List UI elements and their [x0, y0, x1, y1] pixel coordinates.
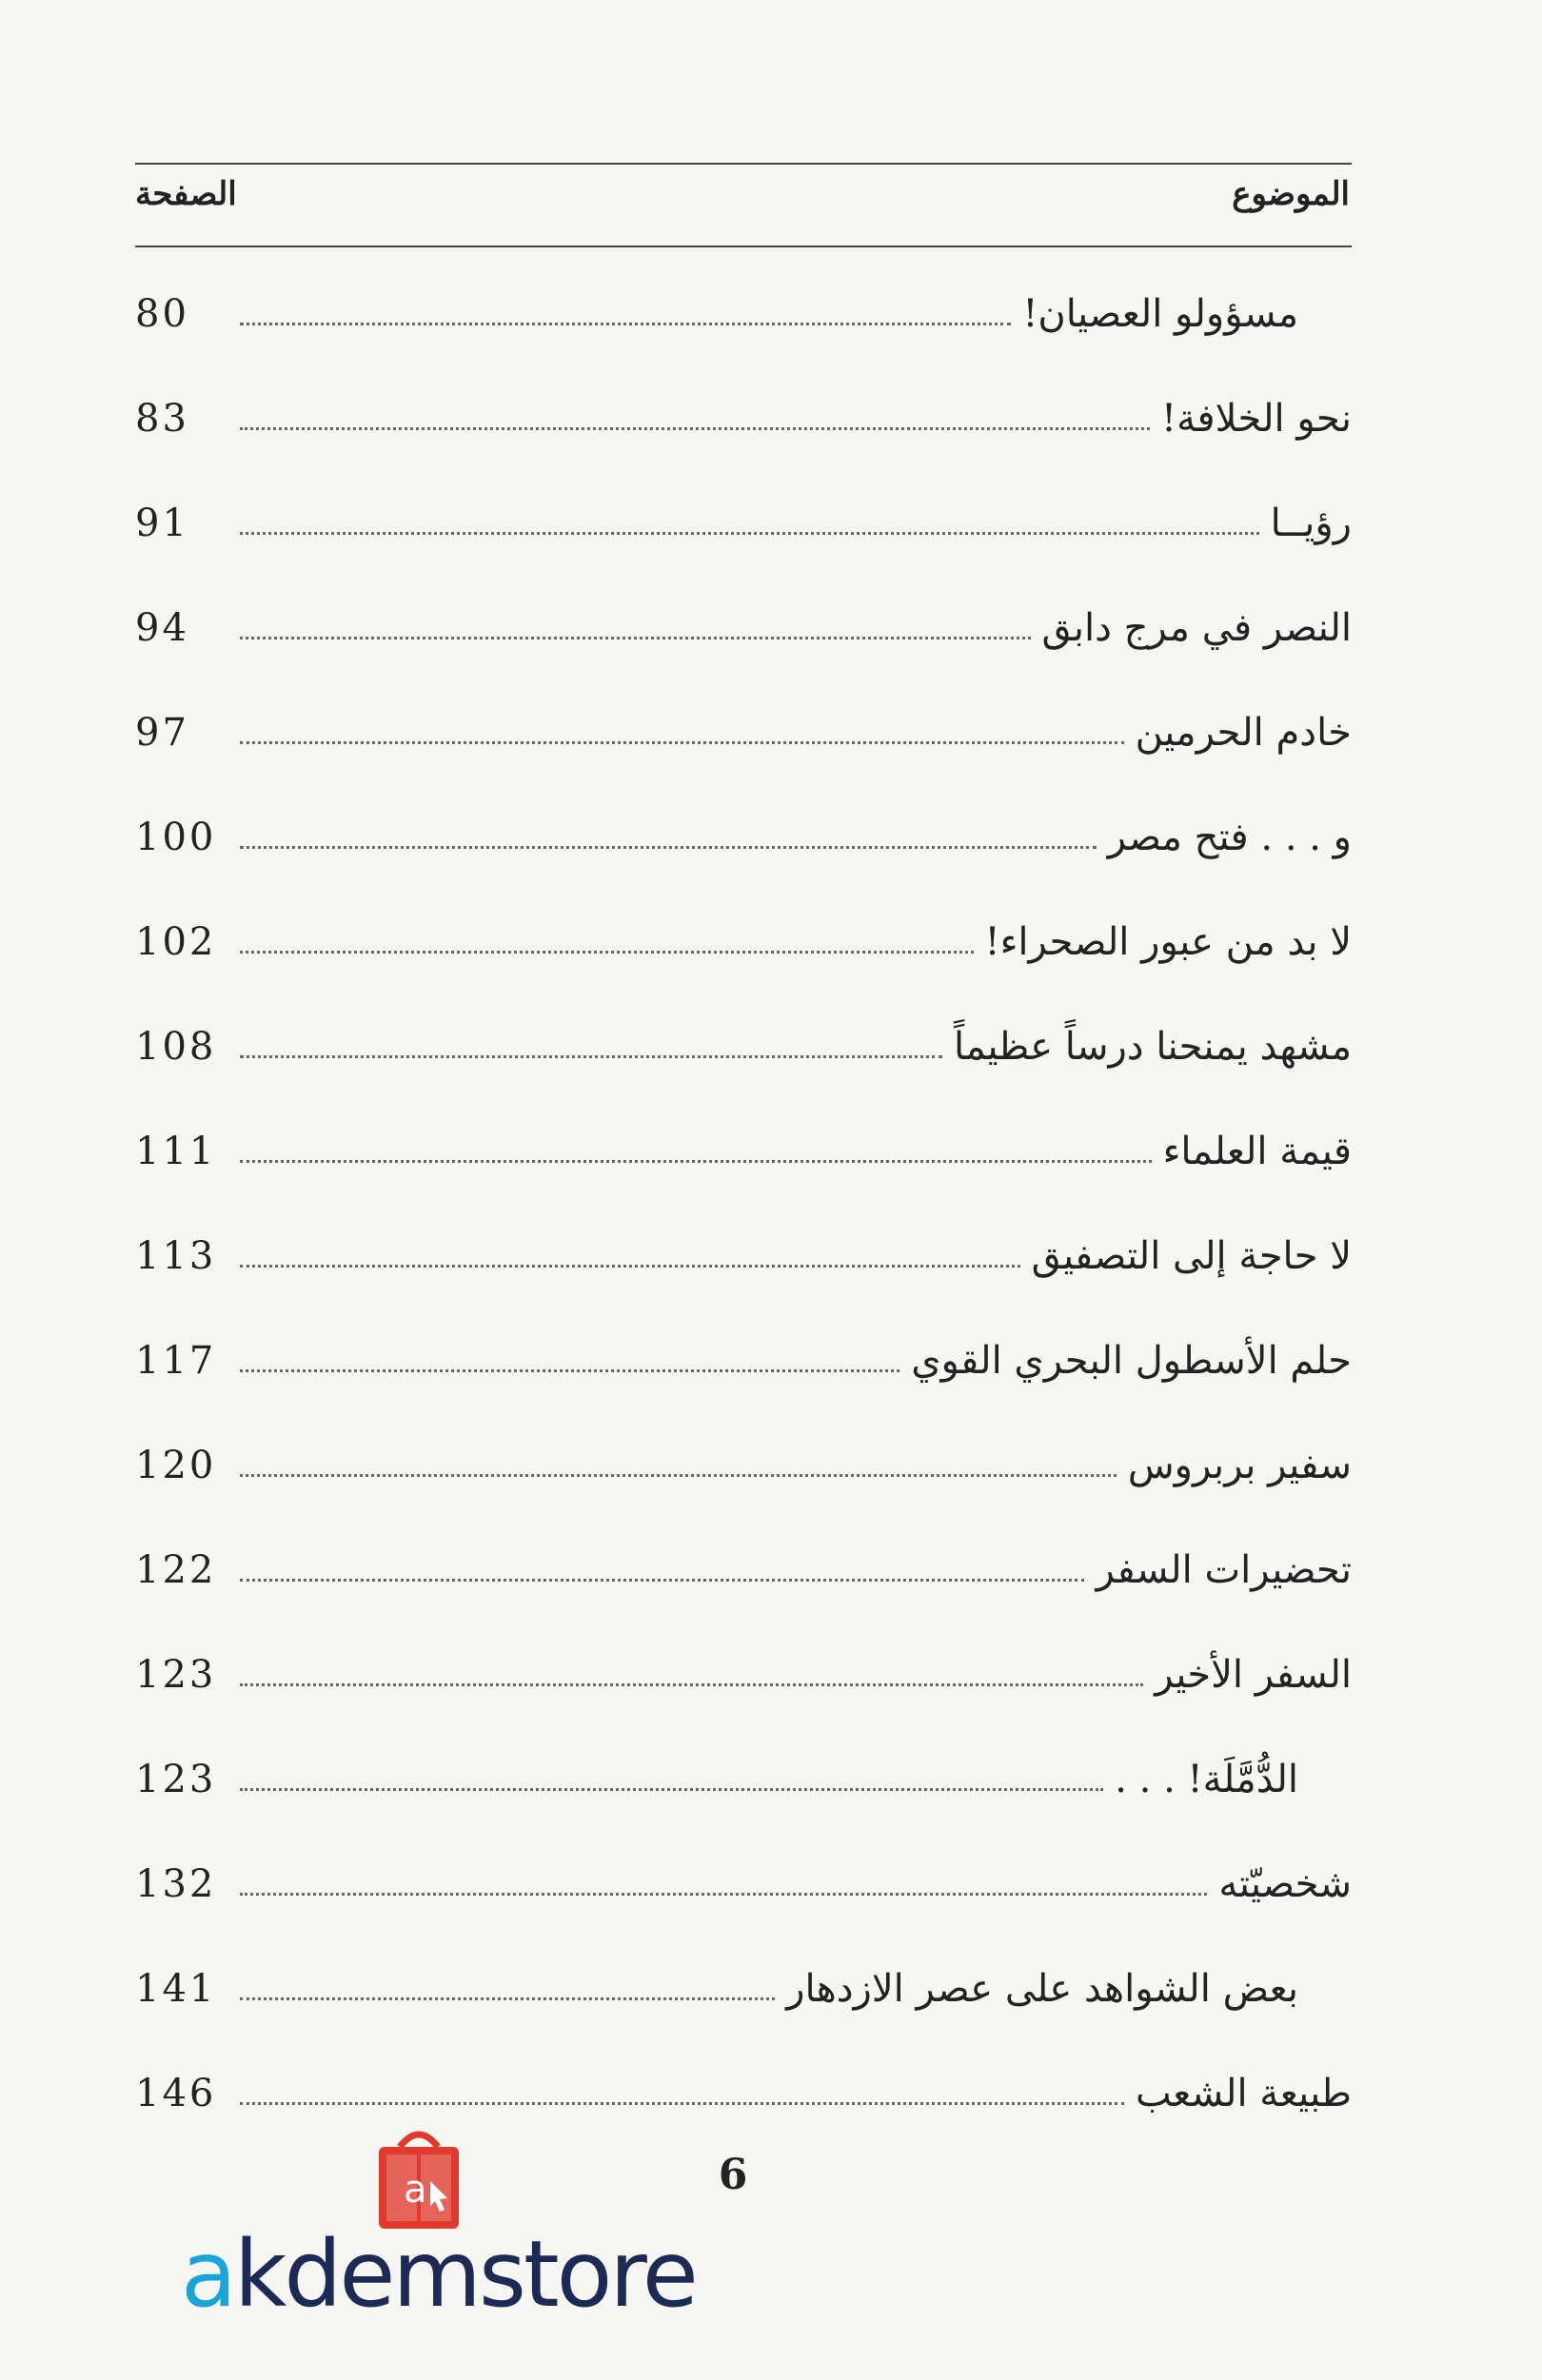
dot-leader — [240, 637, 1031, 639]
toc-entry-page: 108 — [135, 1025, 217, 1069]
toc-entry-page: 83 — [135, 397, 189, 441]
toc-entry-title: لا حاجة إلى التصفيق — [1031, 1234, 1352, 1278]
toc-entry-page: 132 — [135, 1862, 217, 1906]
dot-leader — [240, 1579, 1084, 1582]
page-column-header: الصفحة — [135, 175, 237, 213]
dot-leader — [240, 323, 1011, 325]
toc-entry — [135, 2055, 1352, 2132]
dot-leader — [240, 2102, 1124, 2105]
dot-leader — [240, 846, 1097, 849]
store-name — [181, 2221, 696, 2328]
toc-entry-page: 97 — [135, 711, 189, 755]
dot-leader — [240, 1997, 775, 2000]
toc-entry-title: رؤيــا — [1270, 502, 1352, 545]
toc-entry — [135, 590, 1352, 666]
toc-entry-title: السفر الأخير — [1155, 1653, 1352, 1697]
toc-entry-title: قيمة العلماء — [1162, 1130, 1352, 1173]
store-name-first-letter: a — [181, 2221, 234, 2328]
toc-entry-page: 117 — [135, 1339, 217, 1383]
dot-leader — [240, 1369, 900, 1372]
toc-entry-page: 123 — [135, 1653, 217, 1697]
toc-entry-title: النصر في مرج دابق — [1041, 606, 1352, 650]
logo-icon-letter: a — [404, 2168, 427, 2212]
toc-entry — [135, 276, 1352, 352]
toc-entry — [135, 1009, 1352, 1085]
dot-leader — [240, 741, 1124, 744]
dot-leader — [240, 951, 974, 954]
toc-entry — [135, 1323, 1352, 1399]
toc-entry-title: نحو الخلافة! — [1161, 397, 1352, 441]
toc-entry-page: 122 — [135, 1548, 217, 1592]
dot-leader — [240, 1893, 1207, 1896]
toc-entry-title: شخصيّته — [1218, 1862, 1352, 1906]
dot-leader — [240, 1683, 1143, 1686]
toc-entry-page: 94 — [135, 606, 189, 650]
header-bottom-rule — [135, 246, 1352, 247]
toc-entry — [135, 1741, 1352, 1818]
subject-column-header: الموضوع — [1232, 175, 1350, 213]
toc-entry — [135, 1532, 1352, 1608]
dot-leader — [240, 1788, 1103, 1791]
toc-entry-page: 100 — [135, 816, 217, 859]
toc-entry — [135, 1951, 1352, 2027]
toc-entry-title: سفير بربروس — [1127, 1444, 1352, 1487]
toc-entry-page: 113 — [135, 1234, 217, 1278]
toc-entry-page: 111 — [135, 1130, 217, 1173]
toc-entry — [135, 904, 1352, 980]
store-watermark — [181, 2122, 696, 2328]
toc-entry — [135, 1218, 1352, 1294]
toc-entry-page: 123 — [135, 1758, 217, 1801]
toc-entry-title: بعض الشواهد على عصر الازدهار — [786, 1967, 1298, 2011]
toc-entry-page: 120 — [135, 1444, 217, 1487]
toc-entry-title: مشهد يمنحنا درساً عظيماً — [954, 1025, 1352, 1069]
dot-leader — [240, 1265, 1020, 1268]
toc-entry-title: لا بد من عبور الصحراء! — [984, 920, 1352, 964]
toc-entry-page: 141 — [135, 1967, 217, 2011]
dot-leader — [240, 1055, 942, 1058]
toc-entry — [135, 381, 1352, 457]
toc-entry-title: الدُّمَّلَة! . . . — [1115, 1758, 1298, 1801]
toc-entry — [135, 1427, 1352, 1504]
toc-entry-title: خادم الحرمين — [1135, 711, 1352, 755]
dot-leader — [240, 1474, 1117, 1477]
toc-entry-title: حلم الأسطول البحري القوي — [911, 1339, 1352, 1383]
toc-entry-title: مسؤولو العصيان! — [1022, 292, 1298, 336]
toc-entry-title: و . . . فتح مصر — [1107, 816, 1352, 859]
toc-entry-title: تحضيرات السفر — [1096, 1548, 1352, 1592]
dot-leader — [240, 427, 1150, 430]
book-bag-icon — [371, 2122, 466, 2236]
store-name-rest: kdemstore — [233, 2221, 696, 2328]
dot-leader — [240, 532, 1259, 535]
toc-entry-page: 91 — [135, 502, 189, 545]
header-top-rule — [135, 163, 1352, 165]
toc-entry-page: 146 — [135, 2072, 217, 2115]
toc-entry-page: 80 — [135, 292, 189, 336]
toc-entry — [135, 485, 1352, 561]
toc-entry — [135, 1113, 1352, 1190]
toc-entry — [135, 799, 1352, 875]
toc-entry-page: 102 — [135, 920, 217, 964]
dot-leader — [240, 1160, 1152, 1163]
toc-entry — [135, 1637, 1352, 1713]
toc-entry-title: طبيعة الشعب — [1136, 2072, 1352, 2115]
page-number: 6 — [718, 2151, 748, 2199]
toc-entry — [135, 695, 1352, 771]
toc-entry — [135, 1846, 1352, 1922]
